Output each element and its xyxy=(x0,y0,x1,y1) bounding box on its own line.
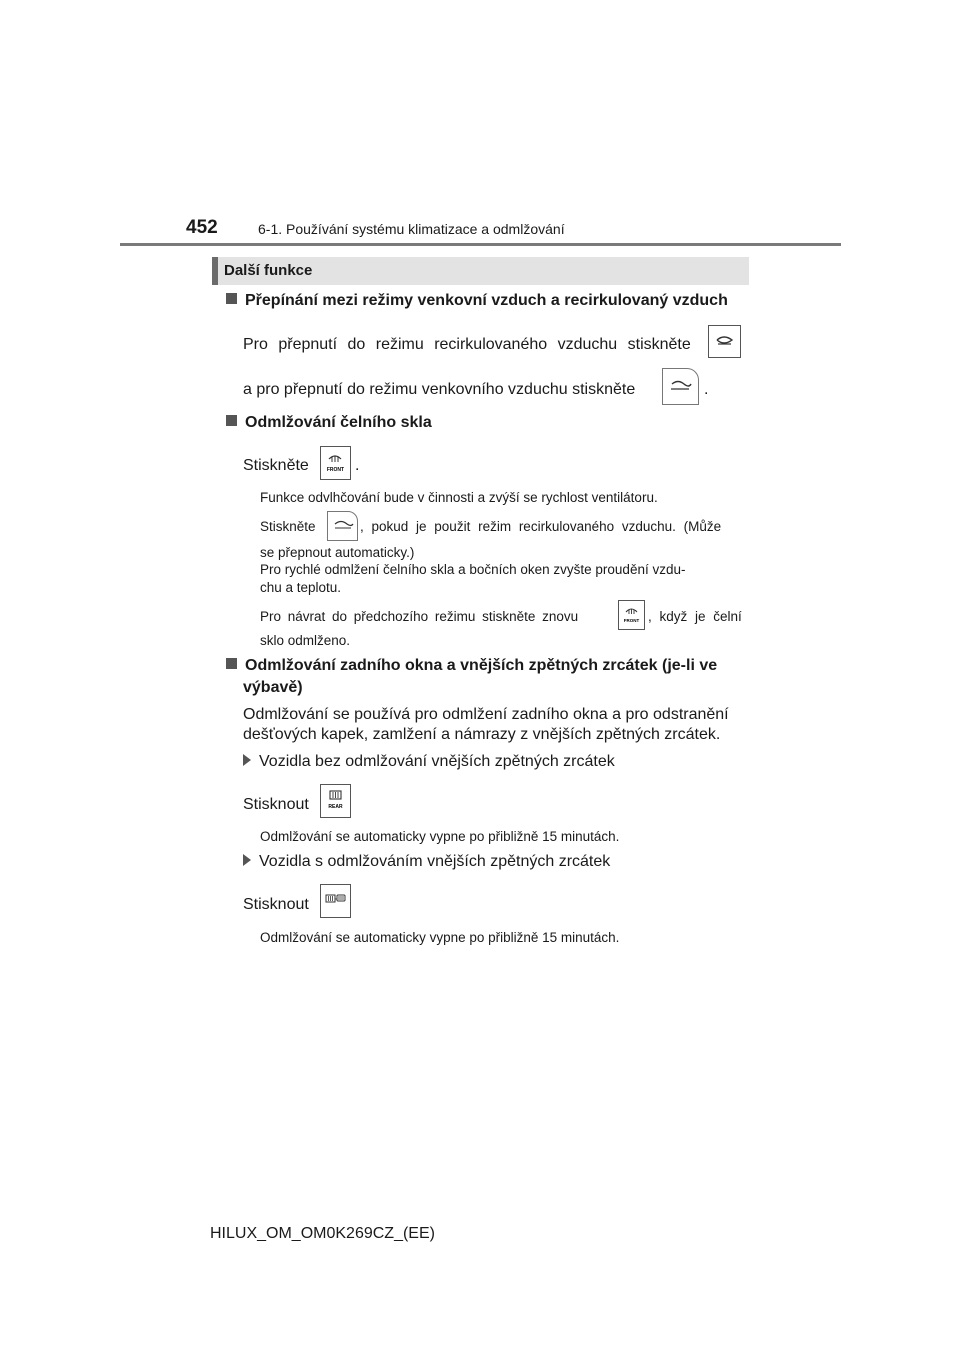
rear-mirror-defog-button[interactable] xyxy=(320,884,351,918)
windshield-note2c: se přepnout automaticky.) xyxy=(260,545,415,560)
rear-press2-label: Stisknout xyxy=(243,896,309,913)
windshield-note4b: , když je čelní xyxy=(648,609,742,624)
recirc-heading: Přepínání mezi režimy venkovní vzduch a recirkulovaný vzduch xyxy=(226,289,728,313)
recirculate-air-icon xyxy=(328,512,357,540)
document-code: HILUX_OM_OM0K269CZ_(EE) xyxy=(210,1225,435,1242)
rear-desc-a: Odmlžování se používá pro odmlžení zadního okna a pro odstranění xyxy=(243,706,729,723)
recirc-button[interactable] xyxy=(708,325,741,358)
front-defog-button-inline[interactable] xyxy=(618,600,645,630)
triangle-bullet-icon xyxy=(243,854,251,866)
rear-note2: Odmlžování se automaticky vypne po přibližně 15 minutách. xyxy=(260,930,620,945)
rear-defrost-icon xyxy=(321,785,350,817)
rear-heading-cont: výbavě) xyxy=(243,679,303,696)
rear-defog-button[interactable] xyxy=(320,784,351,818)
svg-text:REAR: REAR xyxy=(328,804,343,810)
rear-note1: Odmlžování se automaticky vypne po přibližně 15 minutách. xyxy=(260,829,620,844)
square-bullet-icon xyxy=(226,658,237,669)
recirc-line2-end: . xyxy=(704,381,709,398)
rear-case2: Vozidla s odmlžováním vnějších zpětných zrcátek xyxy=(243,850,610,874)
windshield-note2a: Stiskněte xyxy=(260,519,316,534)
rear-mirror-defrost-icon xyxy=(321,885,350,917)
square-bullet-icon xyxy=(226,415,237,426)
svg-text:FRONT: FRONT xyxy=(623,618,640,623)
square-bullet-icon xyxy=(226,293,237,304)
triangle-bullet-icon xyxy=(243,754,251,766)
page-number: 452 xyxy=(186,217,218,238)
windshield-note2b: , pokud je použit režim recirkulovaného vzduchu. (Může xyxy=(360,519,722,534)
outside-air-icon xyxy=(663,369,698,404)
section-title: Další funkce xyxy=(224,262,313,279)
front-defog-button[interactable] xyxy=(320,446,351,480)
windshield-note3a: Pro rychlé odmlžení čelního skla a bočních oken zvyšte proudění vzdu- xyxy=(260,562,686,577)
section-accent xyxy=(212,257,218,285)
windshield-note3b: chu a teplotu. xyxy=(260,580,342,595)
recirc-line1: Pro přepnutí do režimu recirkulovaného vzduchu stiskněte xyxy=(243,336,691,353)
header-divider xyxy=(120,243,841,246)
windshield-note4c: sklo odmlženo. xyxy=(260,633,351,648)
rear-case1: Vozidla bez odmlžování vnějších zpětných zrcátek xyxy=(243,750,615,774)
windshield-note1: Funkce odvlhčování bude v činnosti a zvýší se rychlost ventilátoru. xyxy=(260,490,658,505)
recirc-line2: a pro přepnutí do režimu venkovního vzduchu stiskněte xyxy=(243,381,636,398)
section-header xyxy=(212,257,749,285)
chapter-title: 6-1. Používání systému klimatizace a odmlžování xyxy=(258,221,565,237)
windshield-note4a: Pro návrat do předchozího režimu stiskněte znovu xyxy=(260,609,579,624)
recirc-button-inline[interactable] xyxy=(327,511,358,541)
svg-text:FRONT: FRONT xyxy=(326,467,345,473)
windshield-heading: Odmlžování čelního skla xyxy=(226,411,432,435)
front-defrost-icon xyxy=(619,601,644,629)
rear-desc-b: dešťových kapek, zamlžení a námrazy z vnějších zpětných zrcátek. xyxy=(243,726,721,743)
recirculate-air-icon xyxy=(709,326,740,357)
rear-heading: Odmlžování zadního okna a vnějších zpětných zrcátek (je-li ve xyxy=(226,654,717,678)
rear-press1-label: Stisknout xyxy=(243,796,309,813)
windshield-press-label: Stiskněte xyxy=(243,457,309,474)
front-defrost-icon xyxy=(321,447,350,479)
outside-air-button[interactable] xyxy=(662,368,699,405)
windshield-press-end: . xyxy=(355,457,360,474)
